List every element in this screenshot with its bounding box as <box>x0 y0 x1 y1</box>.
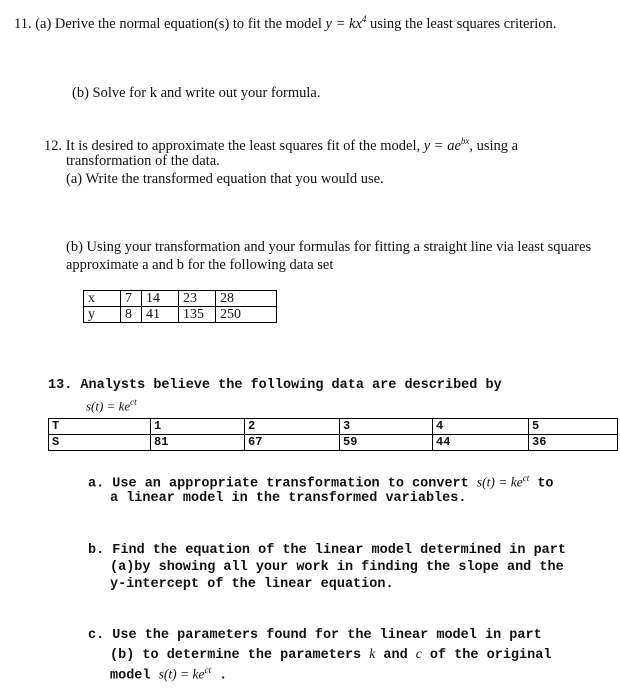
q13-part-a-line2: a linear model in the transformed variables. <box>110 491 467 506</box>
table-cell: 1 <box>151 419 245 435</box>
q12-intro-line2: transformation of the data. <box>66 153 220 169</box>
q13-part-c-tail: of the original <box>429 648 552 663</box>
table-row <box>49 435 618 451</box>
q12-part-b-line1: (b) Using your transformation and your formulas for fitting a straight line via least squares <box>66 239 592 255</box>
q11-part-a-tail: using the least squares criterion. <box>370 15 557 32</box>
table-cell: 2 <box>245 419 340 435</box>
table-cell: 28 <box>216 291 277 307</box>
q13-part-c-line1: c. Use the parameters found for the linear model in part <box>88 628 542 643</box>
table-row <box>84 307 277 323</box>
table-row <box>84 291 277 307</box>
table-cell: 135 <box>179 307 216 323</box>
q13-model-exponent: ct <box>130 397 137 407</box>
q11-part-b: (b) Solve for k and write out your formula. <box>72 85 321 101</box>
table-cell: 81 <box>151 435 245 451</box>
table-row <box>49 419 618 435</box>
q11-model-exponent: 4 <box>361 14 367 24</box>
q12-model: y = ae <box>423 137 461 154</box>
q11-part-a <box>14 14 556 33</box>
q13-part-a-line1 <box>88 473 554 492</box>
table-cell: 67 <box>245 435 340 451</box>
q13-part-c-model-exponent: ct <box>204 665 211 675</box>
table-cell: 8 <box>121 307 142 323</box>
table-cell: 14 <box>142 291 179 307</box>
table-cell: 250 <box>216 307 277 323</box>
table-cell: y <box>84 307 121 323</box>
q12-intro-text: 12. It is desired to approximate the least squares fit of the model, <box>44 137 421 154</box>
q13-part-a-model: s(t) = ke <box>476 474 523 490</box>
q13-part-a-model-exponent: ct <box>522 473 530 483</box>
q12-intro-tail: , using a <box>469 137 519 154</box>
q13-part-b-line3: y-intercept of the linear equation. <box>110 577 394 592</box>
q13-part-c-model-label: model <box>110 668 151 684</box>
q13-part-c-line3 <box>110 665 227 684</box>
table-cell: 36 <box>529 435 618 451</box>
q13-part-a-to: to <box>537 476 554 492</box>
table-cell: S <box>49 435 151 451</box>
q13-part-b-line2: (a)by showing all your work in finding the slope and the <box>110 560 564 575</box>
q11-part-a-text: 11. (a) Derive the normal equation(s) to fit the model <box>14 15 322 32</box>
table-cell: 44 <box>433 435 529 451</box>
table-cell: 4 <box>433 419 529 435</box>
q13-part-a-text: a. Use an appropriate transformation to convert <box>88 476 469 492</box>
q12-data-table <box>83 290 277 323</box>
q12-part-a: (a) Write the transformed equation that you would use. <box>66 171 384 187</box>
q12-model-exponent: bx <box>460 136 470 146</box>
table-cell: x <box>84 291 121 307</box>
q13-data-table <box>48 418 618 451</box>
q13-part-c-period: . <box>219 668 228 684</box>
q13-part-c-and: and <box>383 648 408 663</box>
table-cell: T <box>49 419 151 435</box>
q13-model <box>86 397 137 414</box>
q13-param-c: c <box>415 646 422 661</box>
q13-part-c-text: (b) to determine the parameters <box>110 648 362 663</box>
q13-part-c-model: s(t) = ke <box>158 666 205 682</box>
q13-part-c-line2 <box>110 646 551 663</box>
table-cell: 3 <box>340 419 433 435</box>
table-cell: 59 <box>340 435 433 451</box>
q12-intro <box>44 136 518 155</box>
table-cell: 41 <box>142 307 179 323</box>
q11-model: y = kx <box>325 15 362 32</box>
q13-param-k: k <box>369 646 376 661</box>
q13-title: 13. Analysts believe the following data are described by <box>48 378 502 393</box>
table-cell: 23 <box>179 291 216 307</box>
table-cell: 5 <box>529 419 618 435</box>
q13-model-text: s(t) = ke <box>86 398 131 414</box>
q13-part-b-line1: b. Find the equation of the linear model determined in part <box>88 543 566 558</box>
table-cell: 7 <box>121 291 142 307</box>
q12-part-b-line2: approximate a and b for the following data set <box>66 257 334 273</box>
